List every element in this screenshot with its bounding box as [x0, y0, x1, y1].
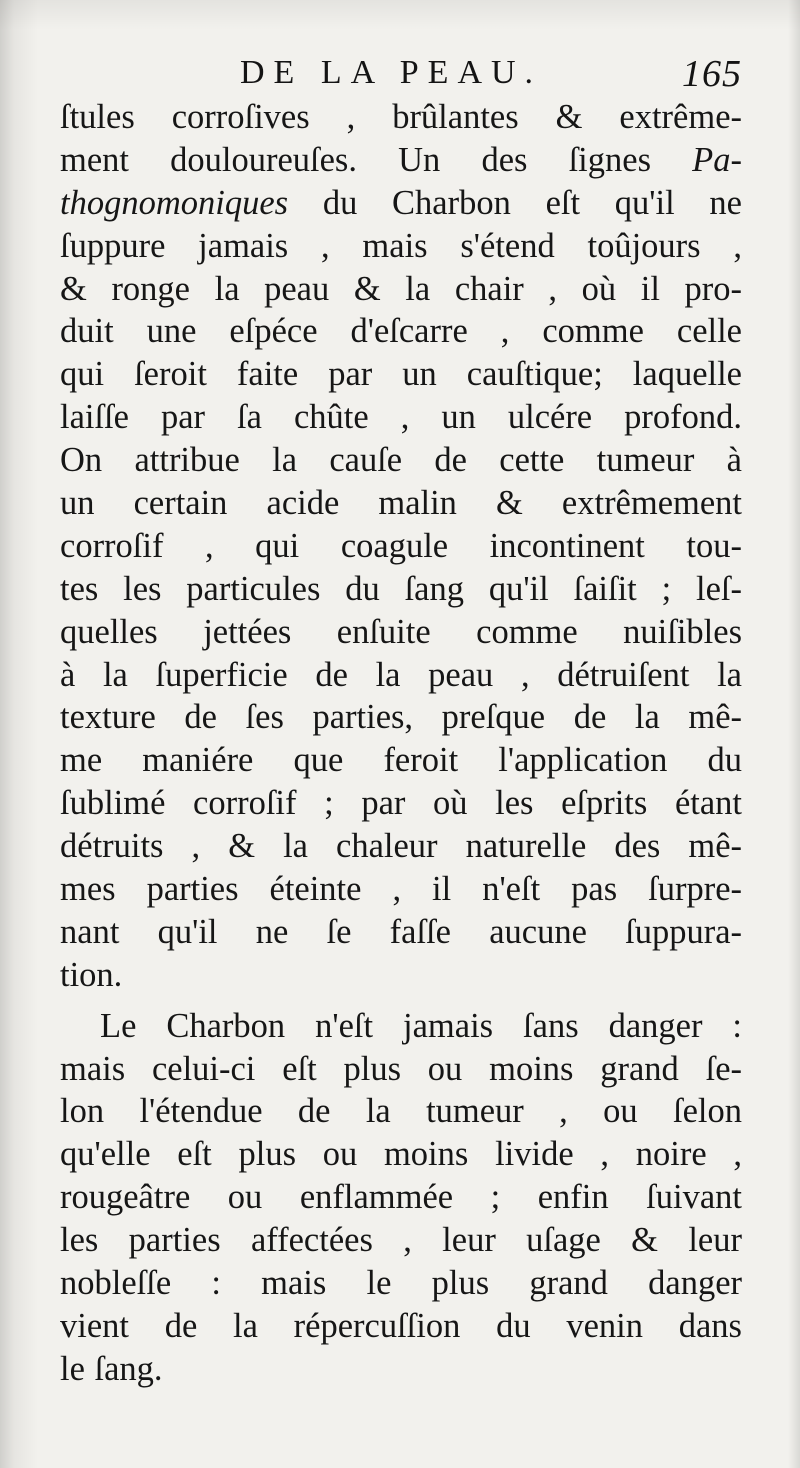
text-line: corroſif , qui coagule incontinent tou- [60, 526, 742, 565]
text-line: nobleſſe : mais le plus grand danger [60, 1264, 742, 1303]
text-line: qu'elle eſt plus ou moins livide , noire , [60, 1135, 742, 1174]
text-line: nant qu'il ne ſe faſſe aucune ſuppura- [60, 912, 742, 951]
text-line: ment douloureuſes. Un des ſignes Pa- [60, 140, 742, 179]
body-text [60, 96, 742, 1391]
text-line: me maniére que feroit l'application du [60, 741, 742, 780]
text-line: rougeâtre ou enflammée ; enfin ſuivant [60, 1178, 742, 1217]
text-line: tes les particules du ſang qu'il ſaiſit ; leſ- [60, 569, 742, 608]
text-line: lon l'étendue de la tumeur , ou ſelon [60, 1092, 742, 1131]
text-line: les parties affectées , leur uſage & leur [60, 1221, 742, 1260]
text-line: mais celui-ci eſt plus ou moins grand ſe- [60, 1049, 742, 1088]
text-line: duit une eſpéce d'eſcarre , comme celle [60, 312, 742, 351]
text-line: texture de ſes parties, preſque de la mê- [60, 698, 742, 737]
text-line: Le Charbon n'eſt jamais ſans danger : [100, 1006, 742, 1045]
text-line: & ronge la peau & la chair , où il pro- [60, 269, 742, 308]
text-line: à la ſuperficie de la peau , détruiſent la [60, 655, 742, 694]
text-line: le ſang. [60, 1349, 163, 1388]
page-number: 165 [682, 53, 742, 95]
paragraph-gap [60, 997, 742, 1005]
text-line: tion. [60, 955, 123, 994]
text-line: laiſſe par ſa chûte , un ulcére profond. [60, 398, 742, 437]
text-line: On attribue la cauſe de cette tumeur à [60, 441, 742, 480]
running-title: DE LA PEAU. [240, 54, 543, 91]
text-line: mes parties éteinte , il n'eſt pas ſurpre- [60, 870, 742, 909]
text-line: vient de la répercuſſion du venin dans [60, 1306, 742, 1345]
text-line: détruits , & la chaleur naturelle des mê- [60, 827, 742, 866]
text-line: quelles jettées enſuite comme nuiſibles [60, 612, 742, 651]
text-line: un certain acide malin & extrêmement [60, 484, 742, 523]
text-line: ſublimé corroſif ; par où les eſprits étant [60, 784, 742, 823]
text-line: qui ſeroit faite par un cauſtique; laquelle [60, 355, 742, 394]
page-header [60, 52, 742, 102]
text-line: ſtules corroſives , brûlantes & extrême- [60, 98, 742, 136]
text-line: ſuppure jamais , mais s'étend toûjours , [60, 226, 742, 265]
text-line: thognomoniques du Charbon eſt qu'il ne [60, 183, 742, 222]
